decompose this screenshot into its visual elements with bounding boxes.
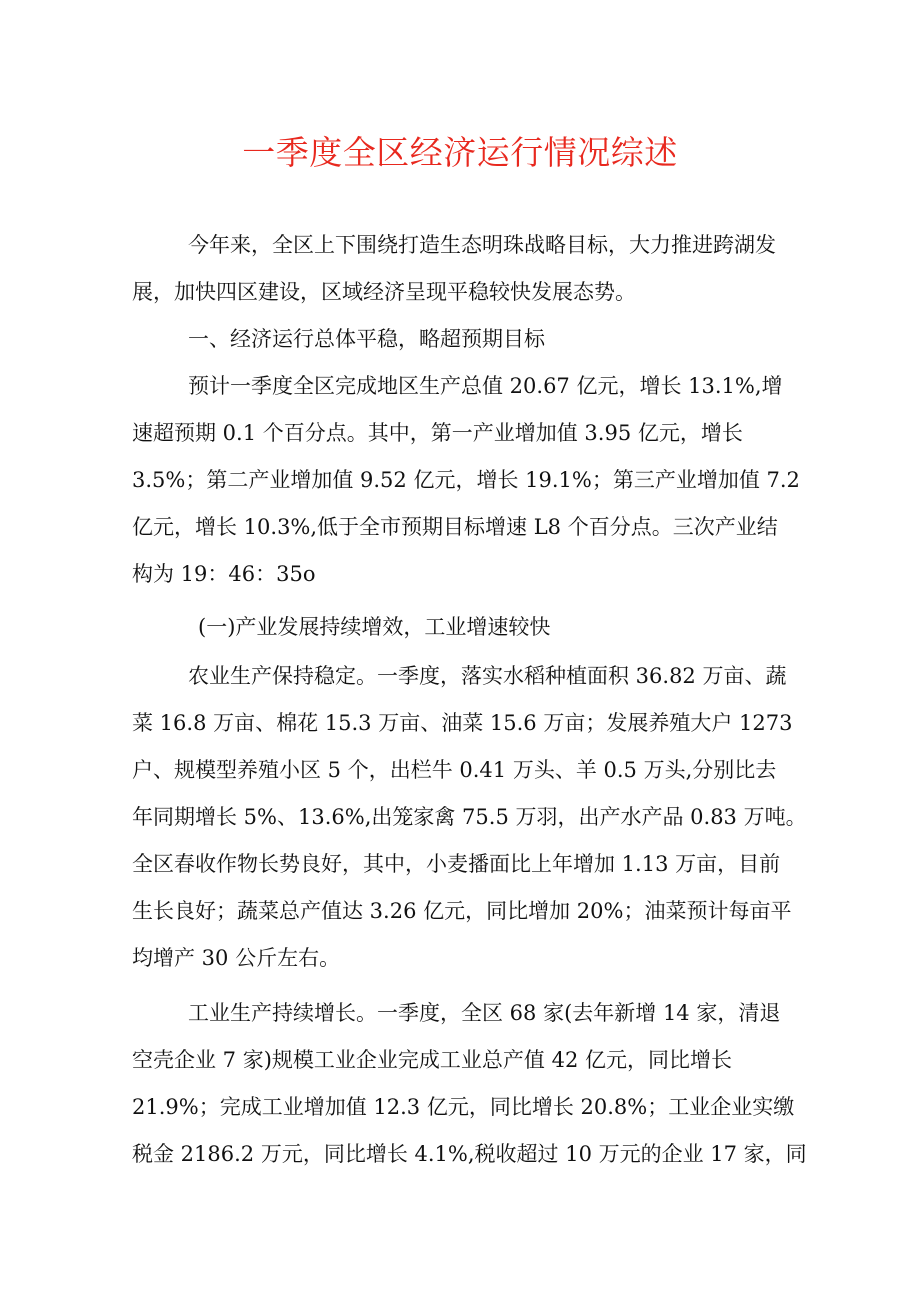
text-line: 21.9%；完成工业增加值 12.3 亿元，同比增长 20.8%；工业企业实缴 — [132, 1095, 795, 1119]
paragraph-industry — [132, 990, 807, 1178]
text-line: 农业生产保持稳定。一季度，落实水稻种植面积 36.82 万亩、蔬 — [188, 664, 787, 688]
text-line: 今年来，全区上下围绕打造生态明珠战略目标，大力推进跨湖发 — [188, 233, 776, 257]
text-line: 展，加快四区建设，区域经济呈现平稳较快发展态势。 — [132, 280, 636, 304]
text-line: 均增产 30 公斤左右。 — [132, 946, 341, 970]
document-title: 一季度全区经济运行情况综述 — [242, 133, 678, 172]
text-line: 菜 16.8 万亩、棉花 15.3 万亩、油菜 15.6 万亩；发展养殖大户 1273 — [132, 711, 793, 735]
text-line: 全区春收作物长势良好，其中，小麦播面比上年增加 1.13 万亩，目前 — [132, 852, 781, 876]
text-line: 3.5%；第二产业增加值 9.52 亿元，增长 19.1%；第三产业增加值 7.2 — [132, 468, 800, 492]
text-line: 一、经济运行总体平稳，略超预期目标 — [188, 327, 545, 351]
subsection-heading — [132, 604, 798, 651]
section-heading — [132, 316, 798, 363]
paragraph-intro — [132, 222, 798, 316]
text-line: 生长良好；蔬菜总产值达 3.26 亿元，同比增加 20%；油菜预计每亩平 — [132, 899, 792, 923]
text-line: 户、规模型养殖小区 5 个，出栏牛 0.41 万头、羊 0.5 万头,分别比去 — [132, 758, 777, 782]
text-line: 预计一季度全区完成地区生产总值 20.67 亿元，增长 13.1%,增 — [188, 374, 783, 398]
text-line: 亿元，增长 10.3%,低于全市预期目标增速 L8 个百分点。三次产业结 — [132, 515, 778, 539]
text-line: 工业生产持续增长。一季度，全区 68 家(去年新增 14 家，清退 — [188, 1001, 781, 1025]
text-line: 空壳企业 7 家)规模工业企业完成工业总产值 42 亿元，同比增长 — [132, 1048, 732, 1072]
text-line: (一)产业发展持续增效，工业增速较快 — [198, 615, 551, 639]
text-line: 年同期增长 5%、13.6%,出笼家禽 75.5 万羽，出产水产品 0.83 万吨。 — [132, 805, 807, 829]
paragraph-agriculture — [132, 653, 807, 982]
paragraph-gdp — [132, 363, 798, 598]
text-line: 税金 2186.2 万元，同比增长 4.1%,税收超过 10 万元的企业 17 家，同 — [132, 1142, 807, 1166]
text-line: 构为 19：46：35o — [132, 562, 316, 586]
text-line: 速超预期 0.1 个百分点。其中，第一产业增加值 3.95 亿元，增长 — [132, 421, 743, 445]
